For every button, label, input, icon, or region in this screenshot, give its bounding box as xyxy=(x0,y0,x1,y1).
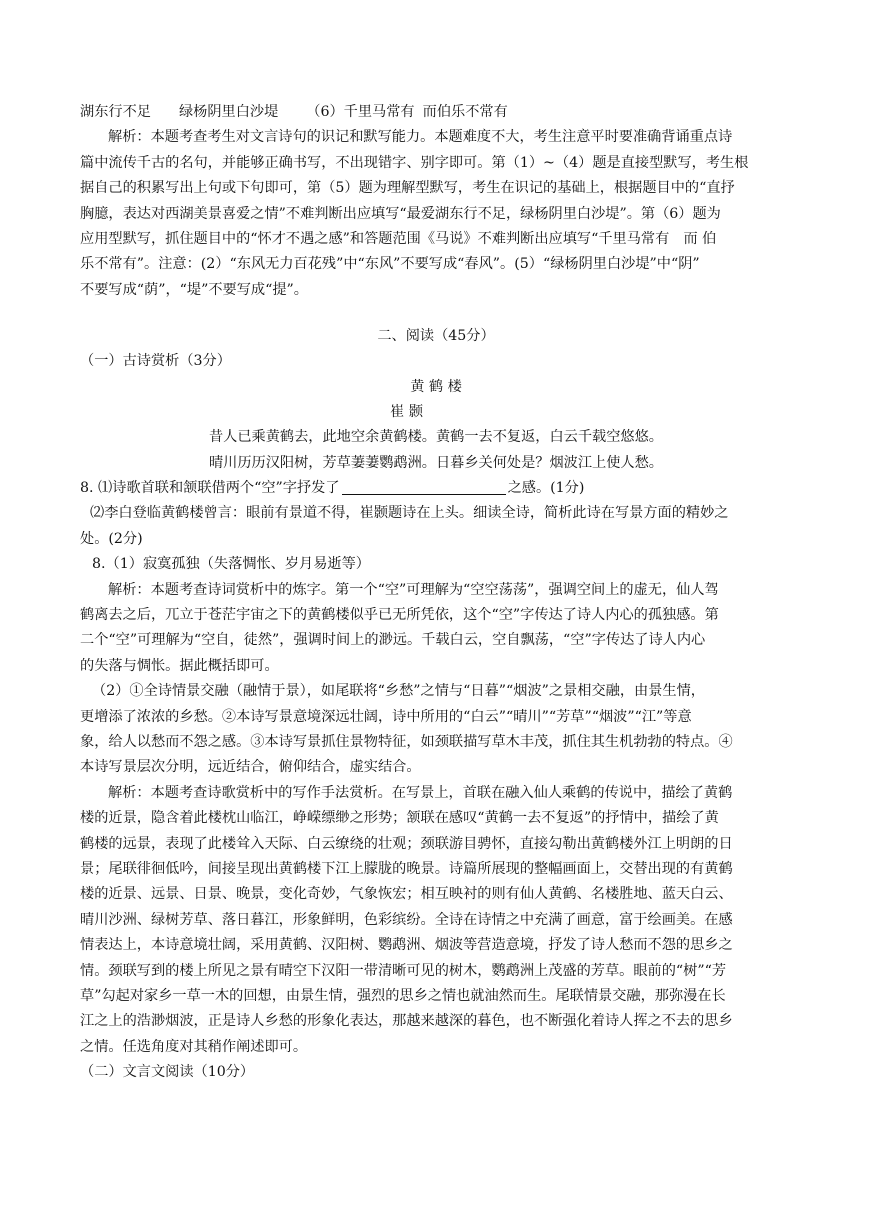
analysis-line: 之情。任选角度对其稍作阐述即可。 xyxy=(80,1038,308,1055)
answer-line: （2）①全诗情景交融（融情于景），如尾联将“乡愁”之情与“日暮”“烟波”之景相交融，由景生情， xyxy=(92,683,705,700)
question-8-1-suffix: 之感。(1分) xyxy=(507,480,585,497)
dictation-answer-line xyxy=(80,100,792,125)
analysis-line: 乐不常有”。注意：(2）“东风无力百花残”中“东风”不要写成“春风”。(5）“绿杨阴里白沙堤”中“阴” xyxy=(80,256,700,273)
analysis-line: 情表达上，本诗意境壮阔，采用黄鹤、汉阳树、鹦鹉洲、烟波等营造意境，抒发了诗人愁而不怨的思乡之 xyxy=(80,937,733,954)
poem-line: 晴川历历汉阳树，芳草萋萋鹦鹉洲。日暮乡关何处是？烟波江上使人愁。 xyxy=(208,454,663,471)
analysis-line: 篇中流传千古的名句，并能够正确书写，不出现错字、别字即可。第（1）~（4）题是直接型默写，考生根 xyxy=(80,154,749,171)
poem-title: 黄 鹤 楼 xyxy=(410,378,462,395)
analysis-line: 鹤离去之后，兀立于苍茫宇宙之下的黄鹤楼似乎已无所凭依，这个“空”字传达了诗人内心的孤独感。第 xyxy=(80,607,719,624)
analysis-line: 情。颈联写到的楼上所见之景有晴空下汉阳一带清晰可见的树木，鹦鹉洲上茂盛的芳草。眼前的“树”“芳 xyxy=(80,962,727,979)
analysis-line: 江之上的浩渺烟波，正是诗人乡愁的形象化表达，那越来越深的暮色，也不断强化着诗人挥之不去的思乡 xyxy=(80,1013,733,1030)
analysis-line: 胸臆，表达对西湖美景喜爱之情”不难判断出应填写“最爱湖东行不足，绿杨阴里白沙堤”。第（6）题为 xyxy=(80,205,721,222)
answer-part-3: （6）千里马常有 xyxy=(306,104,415,120)
analysis-line: 晴川沙洲、绿树芳草、落日暮江，形象鲜明，色彩缤纷。全诗在诗情之中充满了画意，富于绘画美。在感 xyxy=(80,911,733,928)
answer-8-2 xyxy=(80,679,792,781)
analysis-line: 鹤楼的远景，表现了此楼耸入天际、白云缭绕的壮观；颈联游目骋怀，直接勾勒出黄鹤楼外江上明朗的日 xyxy=(80,835,733,852)
analysis-line: 楼的近景、远景、日景、晚景，变化奇妙，气象恢宏；相互映衬的则有仙人黄鹤、名楼胜地、蓝天白云、 xyxy=(80,886,733,903)
answer-line: 更增添了浓浓的乡愁。②本诗写景意境深远壮阔，诗中所用的“白云”“晴川”“芳草”“烟波”“江”等意 xyxy=(80,708,692,725)
subsection-title-poetry: （一）古诗赏析（3分） xyxy=(80,353,231,370)
analysis-line: 解析：本题考查诗歌赏析中的写作手法赏析。在写景上，首联在融入仙人乘鹤的传说中，描绘了黄鹤 xyxy=(108,784,733,801)
analysis-line: 二个“空”可理解为“空自，徒然”，强调时间上的渺远。千载白云，空自飘荡，“空”字传达了诗人内心 xyxy=(80,632,706,649)
answer-line: 本诗写景层次分明，远近结合，俯仰结合，虚实结合。 xyxy=(80,759,421,776)
document-page xyxy=(80,100,792,1085)
analysis-line: 草”勾起对家乡一草一木的回想，由景生情，强烈的思乡之情也就油然而生。尾联情景交融，那弥漫在长 xyxy=(80,987,726,1004)
analysis-line: 应用型默写，抓住题目中的“怀才不遇之感”和答题范围《马说》不难判断出应填写“千里马常有 而 伯 xyxy=(80,230,717,247)
subsection-title-classical: （二）文言文阅读（10分） xyxy=(80,1064,255,1081)
question-8-1 xyxy=(80,476,792,501)
poem-block xyxy=(80,375,792,477)
analysis-line: 不要写成“荫”，“堤”不要写成“提”。 xyxy=(80,281,308,298)
analysis-line: 据自己的积累写出上句或下句即可，第（5）题为理解型默写，考生在识记的基础上，根据题目中的“直抒 xyxy=(80,180,735,197)
analysis-dictation xyxy=(80,125,792,303)
poem-line: 昔人已乘黄鹤去，此地空余黄鹤楼。黄鹤一去不复返，白云千载空悠悠。 xyxy=(208,429,663,446)
answer-part-2: 绿杨阴里白沙堤 xyxy=(178,104,279,120)
analysis-line: 的失落与惆怅。据此概括即可。 xyxy=(80,657,279,674)
answer-part-4: 而伯乐不常有 xyxy=(422,104,508,120)
analysis-line: 楼的近景，隐含着此楼枕山临江，峥嵘缥缈之形势；颔联在感叹“黄鹤一去不复返”的抒情中，描绘了黄 xyxy=(80,810,719,827)
question-8-2-line: 处。(2分) xyxy=(80,530,143,547)
question-8-2-line: ⑵李白登临黄鹤楼曾言：眼前有景道不得，崔颢题诗在上头。细读全诗，简析此诗在写景方面的精妙之 xyxy=(90,505,729,522)
analysis-8-1 xyxy=(80,578,792,680)
poem-author: 崔 颢 xyxy=(390,403,423,420)
question-8 xyxy=(80,476,792,552)
analysis-line: 解析：本题考查诗词赏析中的炼字。第一个“空”可理解为“空空荡荡”，强调空间上的虚无，仙人驾 xyxy=(108,581,719,598)
answer-blank[interactable] xyxy=(342,478,506,495)
section-title-reading: 二、阅读（45分） xyxy=(377,328,495,345)
analysis-line: 景；尾联徘徊低吟，间接呈现出黄鹤楼下江上朦胧的晚景。诗篇所展现的整幅画面上，交替出现的有黄鹤 xyxy=(80,860,733,877)
analysis-8-2 xyxy=(80,781,792,1060)
question-8-1-text: 8. ⑴诗歌首联和颔联借两个“空”字抒发了 xyxy=(80,480,340,497)
analysis-line: 解析：本题考查考生对文言诗句的识记和默写能力。本题难度不大，考生注意平时要准确背诵重点诗 xyxy=(108,129,733,146)
answer-8-1: 8.（1）寂寞孤独（失落惆怅、岁月易逝等） xyxy=(92,556,370,573)
answer-part-1: 湖东行不足 xyxy=(80,104,151,120)
answer-line: 象，给人以愁而不怨之感。③本诗写景抓住景物特征，如颈联描写草木丰茂，抓住其生机勃勃的特点。④ xyxy=(80,733,733,750)
